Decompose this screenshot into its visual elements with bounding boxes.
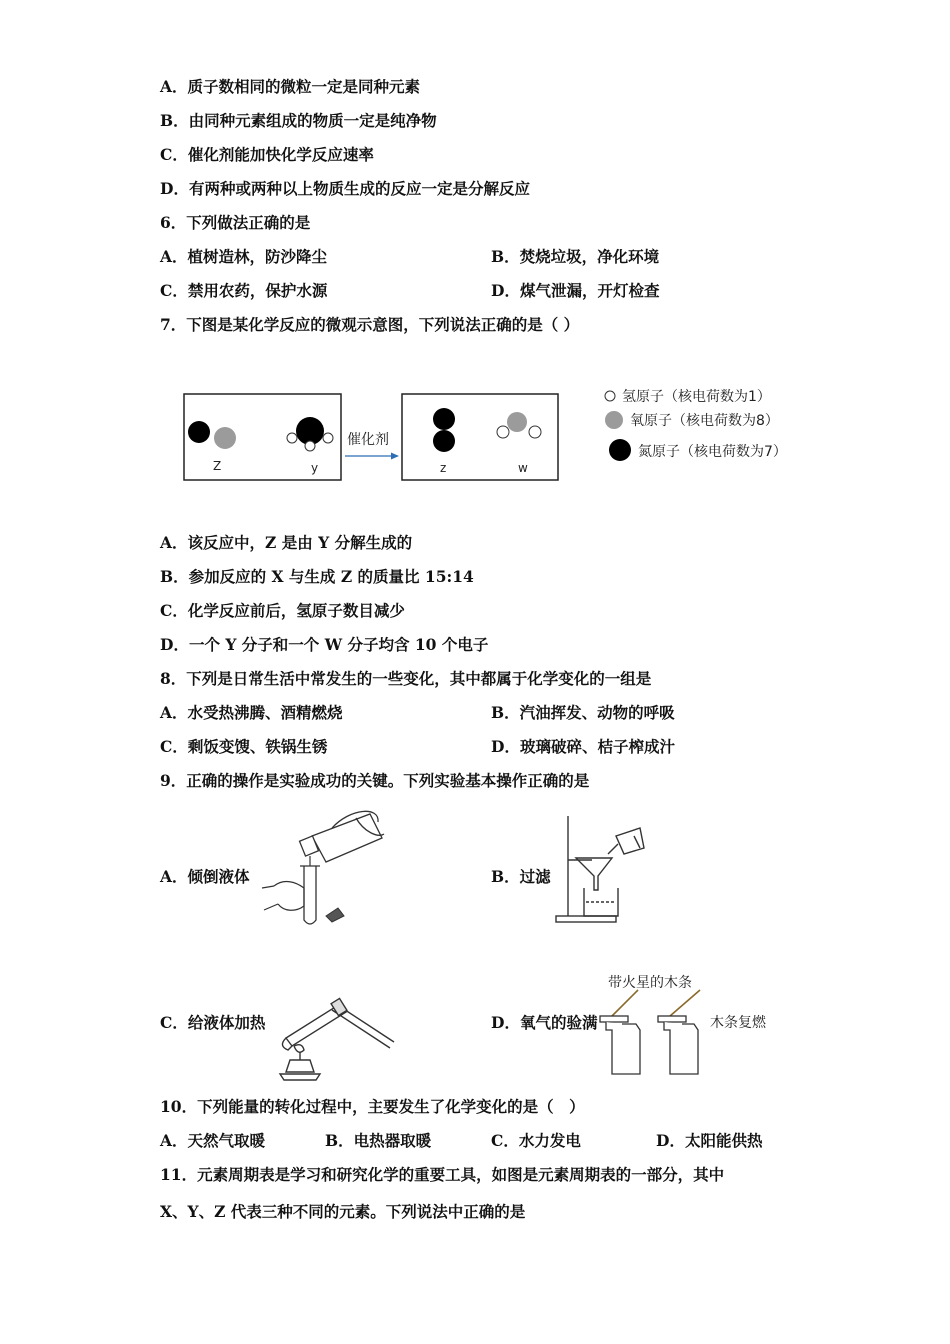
q9-option-d: D．氧气的验满 bbox=[491, 1013, 598, 1032]
legend-oxygen-icon bbox=[605, 411, 623, 429]
q7-reaction-figure bbox=[0, 378, 950, 518]
q6-option-a: A．植树造林，防沙降尘 bbox=[160, 247, 328, 266]
box2-label-w: w bbox=[518, 461, 528, 475]
fig-d-right-label: 木条复燃 bbox=[710, 1015, 766, 1031]
nitrogen-atom-icon bbox=[188, 421, 210, 443]
q8-option-a: A．水受热沸腾、酒精燃烧 bbox=[160, 703, 343, 722]
q5-option-c: C．催化剂能加快化学反应速率 bbox=[160, 145, 374, 164]
q8-option-c: C．剩饭变馊、铁锅生锈 bbox=[160, 737, 328, 756]
q11-stem-line1: 11．元素周期表是学习和研究化学的重要工具，如图是元素周期表的一部分，其中 bbox=[160, 1165, 725, 1184]
q7-option-b: B．参加反应的 X 与生成 Z 的质量比 15:14 bbox=[160, 567, 474, 586]
q7-option-d: D．一个 Y 分子和一个 W 分子均含 10 个电子 bbox=[160, 635, 489, 654]
legend-oxygen: 氧原子（核电荷数为8） bbox=[630, 413, 779, 429]
q11-stem-line2: X、Y、Z 代表三种不同的元素。下列说法中正确的是 bbox=[160, 1202, 526, 1221]
hydrogen-atom-icon bbox=[287, 433, 297, 443]
legend-nitrogen: 氮原子（核电荷数为7） bbox=[638, 444, 787, 460]
q7-stem: 7．下图是某化学反应的微观示意图，下列说法正确的是（ ） bbox=[160, 315, 580, 334]
box1-label-y: y bbox=[311, 461, 319, 475]
fig-d-top-label: 带火星的木条 bbox=[608, 975, 692, 991]
q9-stem: 9．正确的操作是实验成功的关键。下列实验基本操作正确的是 bbox=[160, 771, 590, 790]
q8-option-d: D．玻璃破碎、桔子榨成汁 bbox=[491, 737, 675, 756]
catalyst-label: 催化剂 bbox=[347, 432, 389, 448]
pour-liquid-illustration bbox=[260, 808, 410, 928]
q6-option-d: D．煤气泄漏，开灯检查 bbox=[491, 281, 660, 300]
q9-option-c: C．给液体加热 bbox=[160, 1013, 266, 1032]
hydrogen-atom-icon bbox=[497, 426, 509, 438]
q8-stem: 8．下列是日常生活中常发生的一些变化，其中都属于化学变化的一组是 bbox=[160, 669, 652, 688]
q9-option-b: B．过滤 bbox=[491, 867, 551, 886]
q5-option-a: A．质子数相同的微粒一定是同种元素 bbox=[160, 77, 421, 96]
q7-option-a: A．该反应中，Z 是由 Y 分解生成的 bbox=[160, 533, 413, 552]
q9-option-a: A．倾倒液体 bbox=[160, 867, 250, 886]
q10-option-b: B．电热器取暖 bbox=[325, 1131, 432, 1150]
q7-option-c: C．化学反应前后，氢原子数目减少 bbox=[160, 601, 405, 620]
nitrogen-atom-icon bbox=[433, 408, 455, 430]
legend-hydrogen-icon bbox=[605, 391, 615, 401]
filtration-illustration bbox=[548, 814, 658, 926]
q10-option-a: A．天然气取暖 bbox=[160, 1131, 266, 1150]
hydrogen-atom-icon bbox=[529, 426, 541, 438]
q6-option-c: C．禁用农药，保护水源 bbox=[160, 281, 328, 300]
legend-hydrogen: 氢原子（核电荷数为1） bbox=[622, 389, 771, 405]
q6-option-b: B．焚烧垃圾，净化环境 bbox=[491, 247, 660, 266]
reaction-arrow-head bbox=[391, 453, 399, 460]
q10-option-c: C．水力发电 bbox=[491, 1131, 581, 1150]
q6-stem: 6．下列做法正确的是 bbox=[160, 213, 311, 232]
q5-option-d: D．有两种或两种以上物质生成的反应一定是分解反应 bbox=[160, 179, 530, 198]
oxygen-test-illustration bbox=[598, 968, 788, 1078]
hydrogen-atom-icon bbox=[305, 441, 315, 451]
box1-label-z: Z bbox=[213, 459, 222, 473]
box2-label-z: z bbox=[440, 461, 447, 475]
oxygen-atom-icon bbox=[507, 412, 527, 432]
q8-option-b: B．汽油挥发、动物的呼吸 bbox=[491, 703, 675, 722]
nitrogen-atom-icon bbox=[433, 430, 455, 452]
oxygen-atom-icon bbox=[214, 427, 236, 449]
q10-stem: 10．下列能量的转化过程中，主要发生了化学变化的是（ ） bbox=[160, 1097, 585, 1116]
q10-option-d: D．太阳能供热 bbox=[656, 1131, 763, 1150]
legend-nitrogen-icon bbox=[609, 439, 631, 461]
heating-liquid-illustration bbox=[270, 990, 400, 1082]
hydrogen-atom-icon bbox=[323, 433, 333, 443]
q5-option-b: B．由同种元素组成的物质一定是纯净物 bbox=[160, 111, 437, 130]
